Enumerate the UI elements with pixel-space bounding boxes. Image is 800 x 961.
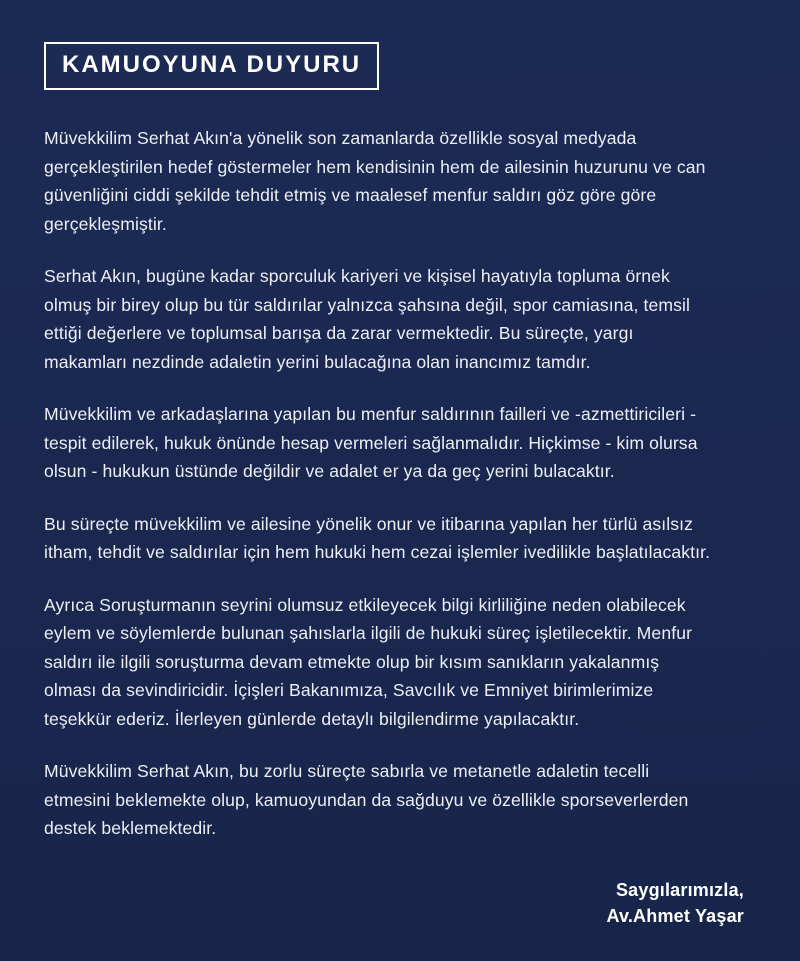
signature-closing: Saygılarımızla, xyxy=(615,879,744,900)
paragraph: Bu süreçte müvekkilim ve ailesine yönelik onur ve itibarına yapılan her türlü asılsız itham, tehdit ve saldırılar için hem hukuki hem cezai işlemler ivedilikle başlatılacaktır. xyxy=(44,513,711,562)
announcement-body xyxy=(40,124,756,843)
paragraph: Ayrıca Soruşturmanın seyrini olumsuz etkileyecek bilgi kirliliğine neden olabilecek eylem ve söylemlerde bulunan şahıslarla ilgili de hukuki süreç işletilecektir. Menfur saldırı ile ilgili soruşturma devam etmekte olup bir kısım sanıkların yakalanmış olması da sevindiricidir. İçişleri Bakanımıza, Savcılık ve Emniyet birimlerimize teşekkür ederiz. İlerleyen günlerde detaylı bilgilendirme yapılacaktır. xyxy=(44,594,693,729)
page-title: KAMUOYUNA DUYURU xyxy=(62,51,362,78)
title-box xyxy=(44,42,379,90)
paragraph: Müvekkilim ve arkadaşlarına yapılan bu menfur saldırının failleri ve -azmettiricileri - tespit edilerek, hukuk önünde hesap vermeleri sağlanmalıdır. Hiçkimse - kim olursa olsun - hukukun üstünde değildir ve adalet er ya da geç yerini bulacaktır. xyxy=(44,404,698,481)
paragraph: Müvekkilim Serhat Akın, bu zorlu süreçte sabırla ve metanetle adaletin tecelli etmesini beklemekte olup, kamuoyundan da sağduyu ve özellikle sporseverlerden destek beklemektedir. xyxy=(44,761,689,838)
signature-name: Av.Ahmet Yaşar xyxy=(606,905,744,926)
paragraph: Müvekkilim Serhat Akın'a yönelik son zamanlarda özellikle sosyal medyada gerçekleştirilen hedef göstermeler hem kendisinin hem de ailesinin huzurunu ve can güvenliğini ciddi şekilde tehdit etmiş ve maalesef menfur saldırı göz göre göre gerçekleşmiştir. xyxy=(44,128,706,234)
signature-block xyxy=(606,877,744,929)
paragraph: Serhat Akın, bugüne kadar sporculuk kariyeri ve kişisel hayatıyla topluma örnek olmuş bir birey olup bu tür saldırılar yalnızca şahsına değil, spor camiasına, temsil ettiği değerlere ve toplumsal barışa da zarar vermektedir. Bu süreçte, yargı makamları nezdinde adaletin yerini bulacağına olan inancımız tamdır. xyxy=(44,266,691,372)
